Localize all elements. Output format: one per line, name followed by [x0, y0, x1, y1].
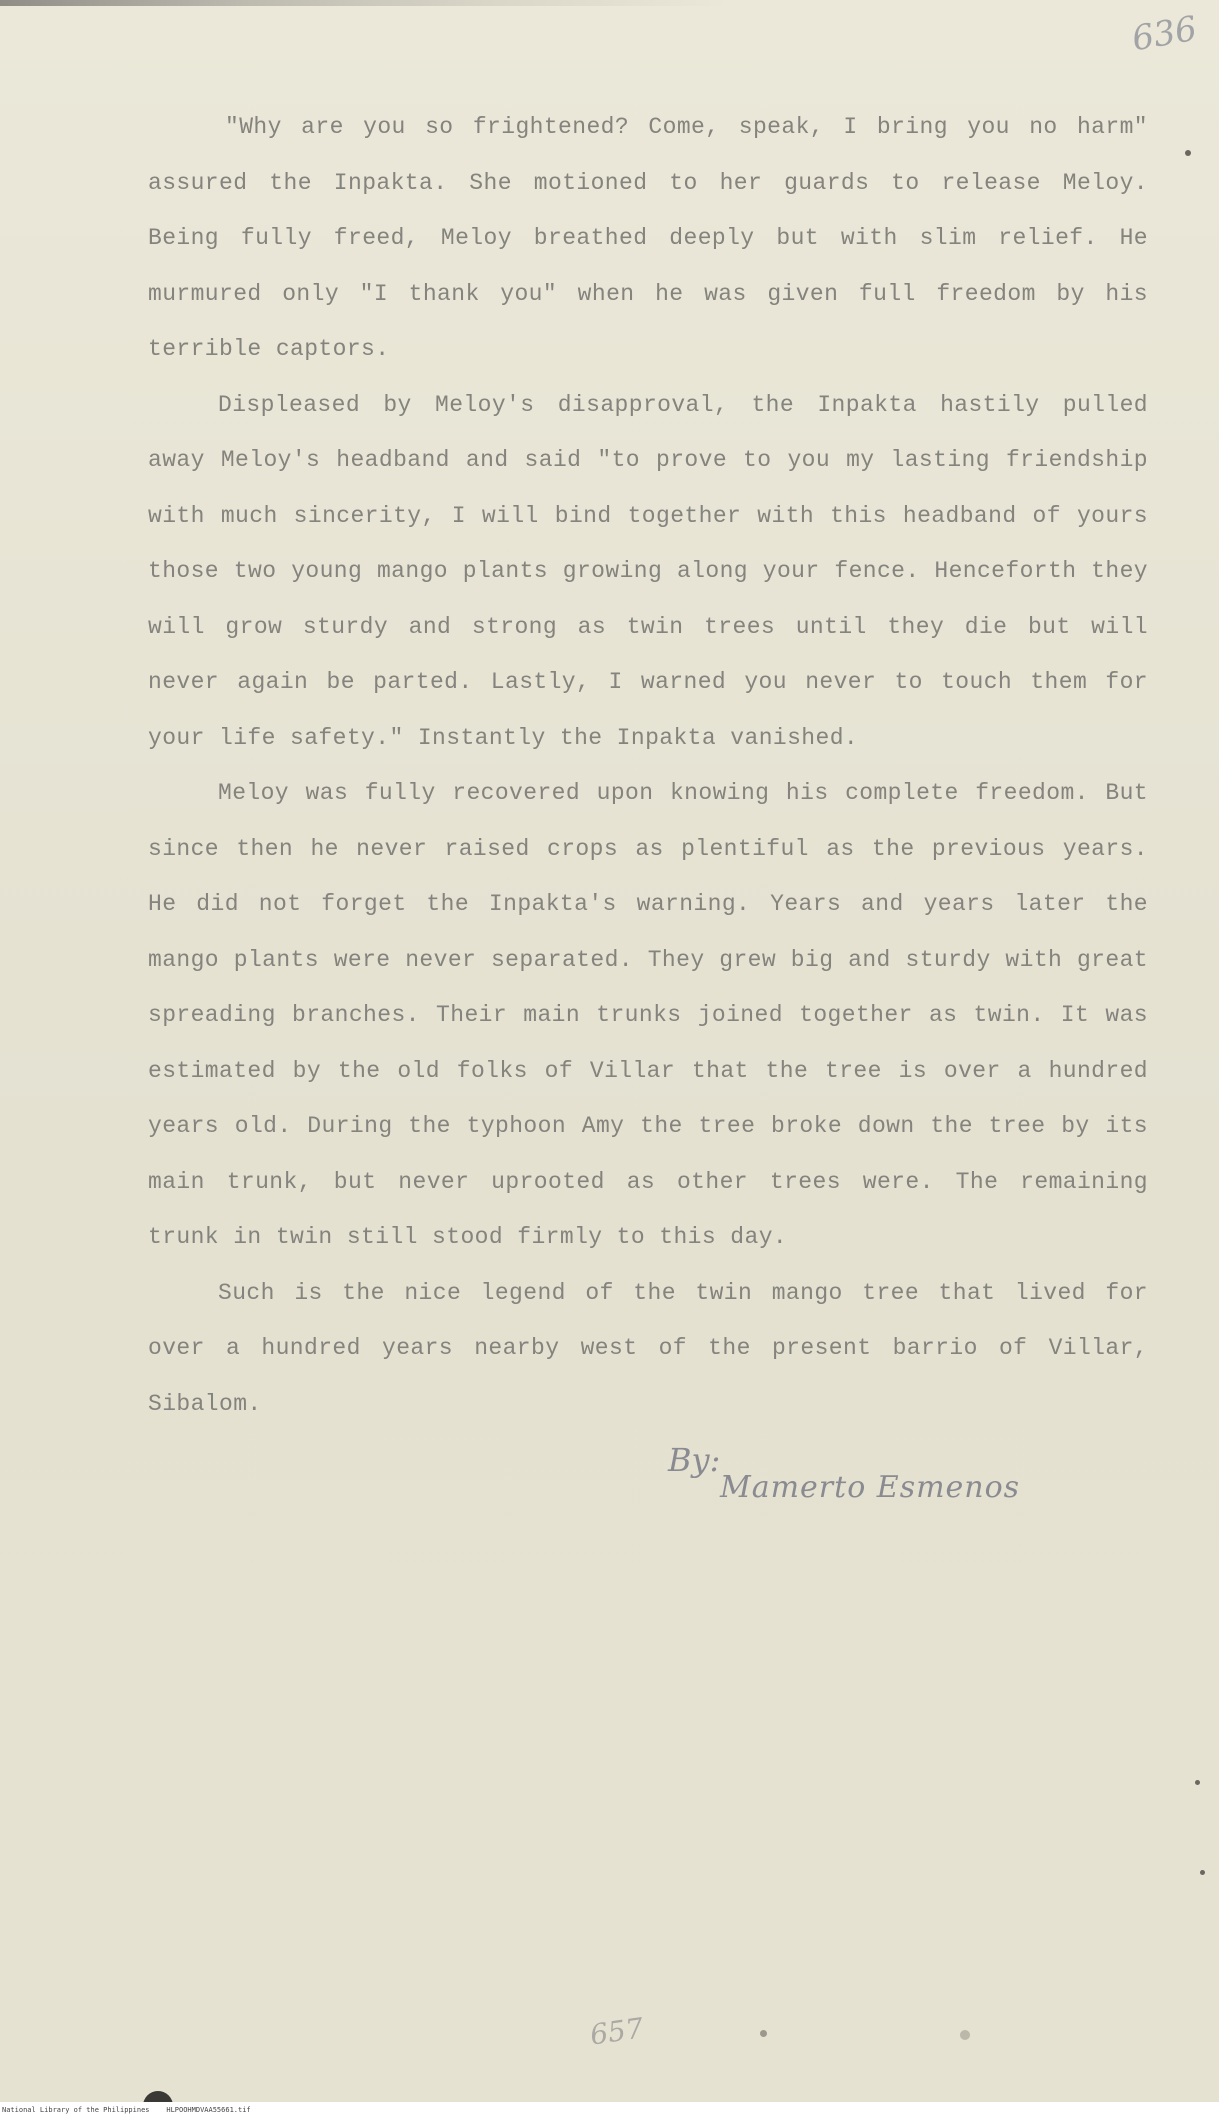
paragraph-4: Such is the nice legend of the twin mango tree that lived for over a hundred years nearby west of the present barrio of Villar, Sibalom. [148, 1279, 1148, 1417]
typed-body [148, 100, 1148, 1432]
footer-caption: National Library of the Philippines HLPOOHMDVAA55661.tif [2, 2106, 251, 2114]
ink-speck [1200, 1870, 1205, 1875]
ink-speck [960, 2030, 970, 2040]
signature-by-label: By: [668, 1441, 721, 1479]
handwritten-bottom-mark: 657 [587, 2011, 646, 2052]
ink-speck [143, 2091, 173, 2102]
ink-speck [1185, 150, 1191, 156]
scan-top-edge [0, 0, 1219, 6]
author-signature: Mamerto Esmenos [720, 1470, 1021, 1505]
paragraph-1: "Why are you so frightened? Come, speak, I bring you no harm" assured the Inpakta. She motioned to her guards to release Meloy. Being fully freed, Meloy breathed deeply but with slim relief. He murmured only "I thank you" when he was given full freedom by his terrible captors. [148, 114, 1148, 362]
ink-speck [1195, 1780, 1200, 1785]
ink-speck [760, 2030, 767, 2037]
paragraph-3: Meloy was fully recovered upon knowing his complete freedom. But since then he never raised crops as plentiful as the previous years. He did not forget the Inpakta's warning. Years and years later the mango plants were never separated. They grew big and sturdy with great spreading branches. Their main trunks joined together as twin. It was estimated by the old folks of Villar that the tree is over a hundred years old. During the typhoon Amy the tree broke down the tree by its main trunk, but never uprooted as other trees were. The remaining trunk in twin still stood firmly to this day. [148, 780, 1148, 1250]
paragraph-2: Displeased by Meloy's disapproval, the Inpakta hastily pulled away Meloy's headband and said "to prove to you my lasting friendship with much sincerity, I will bind together with this headband of yours those two young mango plants growing along your fence. Henceforth they will grow sturdy and strong as twin trees until they die but will never again be parted. Lastly, I warned you never to touch them for your life safety." Instantly the Inpakta vanished. [148, 391, 1148, 751]
handwritten-page-number: 636 [1129, 8, 1200, 60]
